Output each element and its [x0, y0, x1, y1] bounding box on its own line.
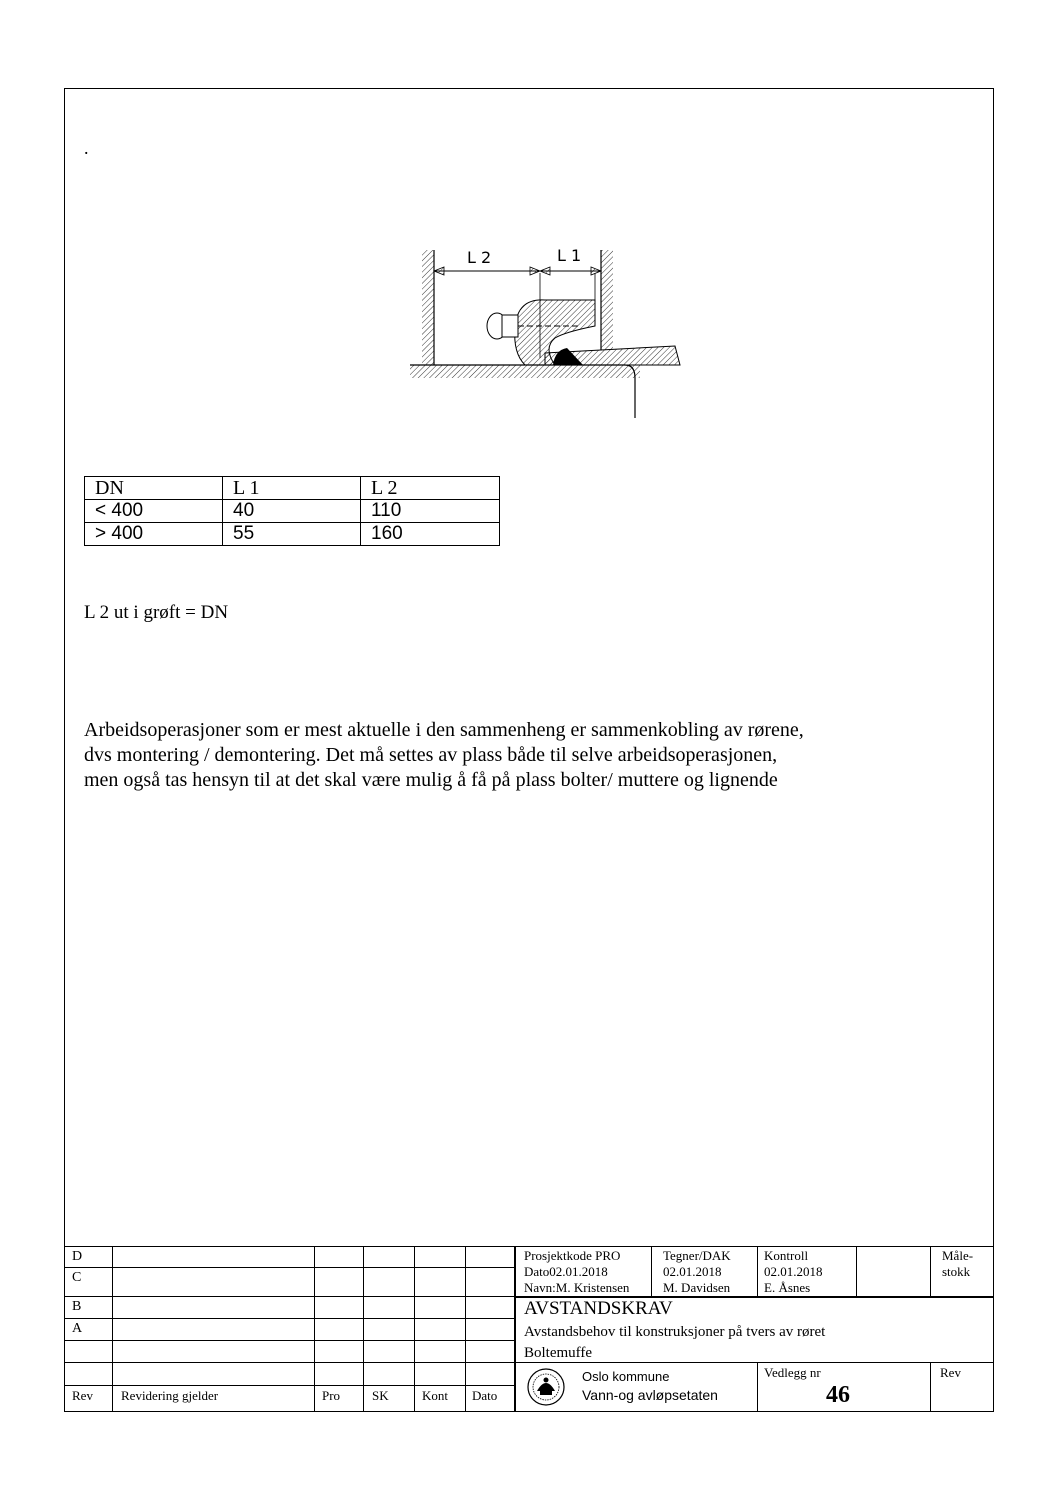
- rev-a: A: [72, 1321, 83, 1336]
- bolt-nut: [502, 315, 518, 337]
- table-cell: > 400: [85, 523, 223, 546]
- table-row: [85, 500, 500, 523]
- header-dn: DN: [85, 477, 223, 500]
- page-mark: .: [84, 138, 89, 158]
- header-dato: Dato: [472, 1388, 498, 1403]
- scale-label-2: stokk: [942, 1264, 971, 1279]
- org-name: Oslo kommune: [582, 1369, 670, 1384]
- table-cell: < 400: [85, 500, 223, 523]
- org-department: Vann-og avløpsetaten: [582, 1387, 718, 1403]
- check-label: Kontroll: [764, 1248, 809, 1263]
- oslo-kommune-seal: [526, 1367, 566, 1407]
- scale-label-1: Måle-: [942, 1248, 974, 1263]
- label-l1: L 1: [557, 246, 582, 265]
- trench-note: L 2 ut i grøft = DN: [84, 602, 229, 623]
- drawing-subtitle-1: Avstandsbehov til konstruksjoner på tvers av røret: [524, 1324, 826, 1340]
- pipe-socket-diagram: [405, 238, 690, 423]
- project-date: Dato02.01.2018: [524, 1264, 608, 1279]
- right-wall: [601, 250, 613, 350]
- table-cell: 40: [223, 500, 361, 523]
- check-date: 02.01.2018: [764, 1264, 823, 1279]
- label-l2: L 2: [467, 248, 492, 267]
- drawing-title: AVSTANDSKRAV: [524, 1298, 673, 1319]
- paragraph-line-1: Arbeidsoperasjoner som er mest aktuelle i den sammenheng er sammenkobling av rørene,: [84, 719, 804, 741]
- header-kont: Kont: [422, 1388, 448, 1403]
- left-wall: [422, 250, 434, 365]
- paragraph-line-2: dvs montering / demontering. Det må settes av plass både til selve arbeidsoperasjonen,: [84, 744, 778, 766]
- table-row: [85, 523, 500, 546]
- paragraph-line-3: men også tas hensyn til at det skal være mulig å få på plass bolter/ muttere og lignende: [84, 769, 778, 791]
- drawing-subtitle-2: Boltemuffe: [524, 1345, 593, 1361]
- appendix-number: 46: [826, 1382, 850, 1408]
- header-l2: L 2: [361, 477, 500, 500]
- project-name: Navn:M. Kristensen: [524, 1280, 630, 1295]
- table-cell: 110: [361, 500, 500, 523]
- project-code: Prosjektkode PRO: [524, 1248, 621, 1263]
- header-sk: SK: [372, 1388, 389, 1403]
- rev-d: D: [72, 1249, 83, 1264]
- rev-b: B: [72, 1299, 82, 1314]
- header-revidering: Revidering gjelder: [121, 1388, 219, 1403]
- drawn-date: 02.01.2018: [663, 1264, 722, 1279]
- title-block: [64, 1246, 994, 1412]
- header-pro: Pro: [322, 1388, 341, 1403]
- table-cell: 55: [223, 523, 361, 546]
- rev-c: C: [72, 1270, 82, 1285]
- drawn-label: Tegner/DAK: [663, 1248, 731, 1263]
- header-rev: Rev: [72, 1388, 93, 1403]
- dimension-table: [84, 476, 500, 546]
- drawn-name: M. Davidsen: [663, 1280, 731, 1295]
- check-name: E. Åsnes: [764, 1280, 811, 1295]
- rev-label: Rev: [940, 1365, 961, 1380]
- floor: [410, 365, 640, 378]
- appendix-label: Vedlegg nr: [764, 1365, 821, 1380]
- table-cell: 160: [361, 523, 500, 546]
- table-header-row: [85, 477, 500, 500]
- header-l1: L 1: [223, 477, 361, 500]
